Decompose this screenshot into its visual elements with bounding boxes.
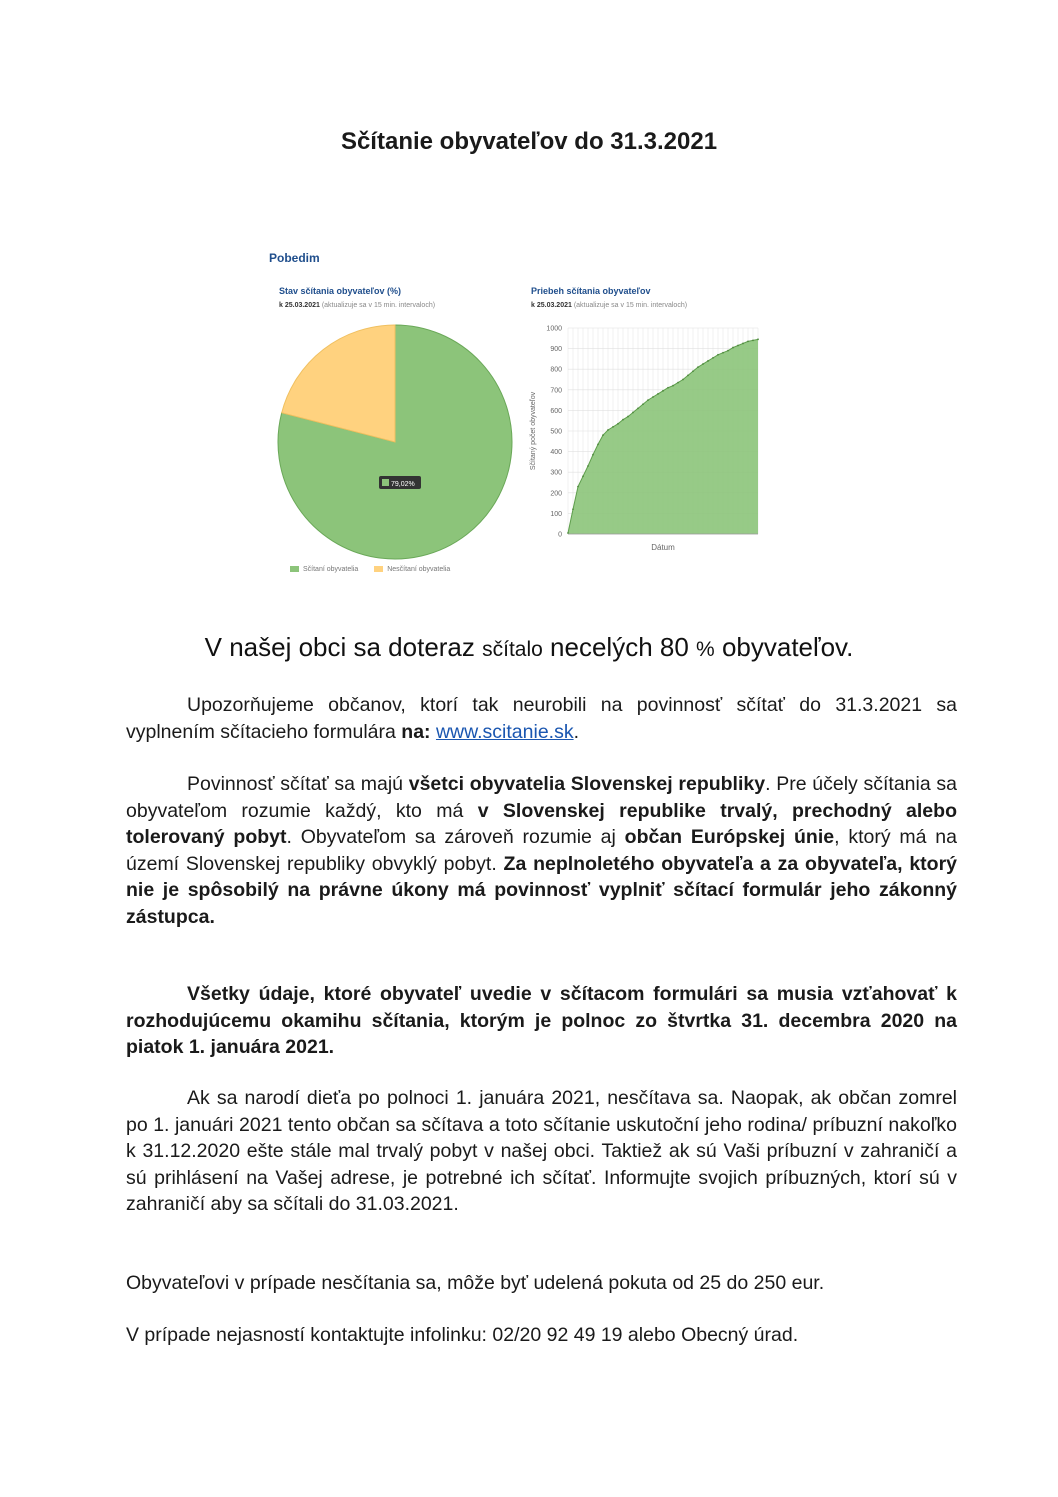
data-point (577, 486, 579, 488)
data-point (732, 347, 734, 349)
pie-chart (275, 322, 515, 562)
data-point (587, 465, 589, 467)
y-axis-label: Sčítaný počet obyvateľov (530, 391, 537, 471)
data-point (682, 379, 684, 381)
data-point (707, 360, 709, 362)
data-point (657, 393, 659, 395)
headline-part5: obyvateľov. (714, 632, 854, 662)
data-point (597, 443, 599, 445)
data-point (742, 343, 744, 345)
y-tick-label: 200 (550, 490, 562, 498)
data-point (752, 339, 754, 341)
line-date (531, 302, 687, 309)
data-point (607, 429, 609, 431)
pie-data-label: 79,02% (391, 481, 415, 488)
data-point (617, 423, 619, 425)
census-figure (260, 242, 800, 587)
y-tick-label: 700 (550, 387, 562, 395)
headline-part2: sčítalo (482, 638, 543, 661)
figure-place-name: Pobedim (269, 251, 320, 265)
data-point (712, 357, 714, 359)
paragraph-2-bold-1: všetci obyvatelia Slovenskej republiky (408, 773, 766, 795)
data-point (727, 350, 729, 352)
paragraph-1-bold: na: (401, 720, 436, 743)
paragraph-4-text: Ak sa narodí dieťa po polnoci 1. januára 2021, nesčítava sa. Naopak, ak občan zomrel po 1. januári 2021 tento občan sa sčítava a toto sčítanie uskutoční jeho rodina/ príbuzní nakoľko k 31.12.2020 ešte stále mal trvalý pobyt v našej obci. Taktiež ak sú Vaši príbuzní v zahraničí a sú prihlásení na Vašej adrese, je potrebné ich sčítať. Informujte svojich príbuzných, ktorí sú v zahraničí aby sa sčítali do 31.03.2021. (126, 1087, 957, 1215)
y-tick-label: 500 (550, 428, 562, 436)
paragraph-5: Obyvateľovi v prípade nesčítania sa, môže byť udelená pokuta od 25 do 250 eur. (126, 1272, 825, 1294)
y-tick-label: 400 (550, 449, 562, 457)
paragraph-3 (126, 981, 957, 1061)
data-point (677, 382, 679, 384)
data-point (602, 434, 604, 436)
paragraph-2-text-3: . Obyvateľom sa zároveň rozumie aj (286, 826, 625, 848)
data-point (757, 338, 759, 340)
data-point (567, 532, 569, 534)
y-tick-label: 800 (550, 366, 562, 374)
paragraph-4 (126, 1085, 957, 1218)
pie-title: Stav sčítania obyvateľov (%) (279, 286, 402, 296)
document-title: Sčítanie obyvateľov do 31.3.2021 (340, 128, 718, 155)
paragraph-2-text-1: Povinnosť sčítať sa majú (187, 773, 409, 795)
legend-item-uncounted (374, 566, 450, 573)
legend-item-counted (290, 566, 358, 573)
data-point (672, 385, 674, 387)
data-point (722, 352, 724, 354)
y-tick-label: 1000 (546, 325, 562, 333)
legend-swatch-uncounted (374, 566, 383, 572)
data-point (642, 403, 644, 405)
data-point (692, 370, 694, 372)
data-point (582, 475, 584, 477)
data-point (647, 399, 649, 401)
data-point (697, 366, 699, 368)
paragraph-2-bold-2: v Slovenskej republike trvalý, prechodný alebo tolerovaný pobyt (126, 799, 957, 848)
y-tick-label: 300 (550, 469, 562, 477)
y-tick-label: 100 (550, 510, 562, 518)
paragraph-1 (126, 692, 957, 745)
line-title: Priebeh sčítania obyvateľov (531, 286, 651, 296)
paragraph-1-text: Upozorňujeme občanov, ktorí tak neurobili na povinnosť sčítať do 31.3.2021 sa vyplnením sčítacieho formulára (126, 694, 957, 743)
headline (0, 632, 1058, 663)
data-point (622, 419, 624, 421)
pie-date-value: k 25.03.2021 (279, 302, 320, 309)
area-chart (525, 320, 785, 556)
paragraph-2 (126, 771, 957, 930)
data-point (637, 407, 639, 409)
y-tick-label: 0 (558, 531, 562, 539)
scitanie-link[interactable]: www.scitanie.sk (435, 720, 574, 743)
data-point (572, 508, 574, 510)
data-point (592, 454, 594, 456)
pie-label-swatch (382, 479, 389, 486)
x-axis-label: Dátum (651, 543, 675, 552)
paragraph-2-bold-3: občan Európskej únie (624, 826, 835, 848)
pie-date (279, 302, 435, 309)
headline-part4: % (696, 638, 715, 661)
paragraph-3-bold: Všetky údaje, ktoré obyvateľ uvedie v sčítacom formulári sa musia vzťahovať k rozhodujúcemu okamihu sčítania, ktorým je polnoc zo štvrtka 31. decembra 2020 na piatok 1. januára 2021. (126, 983, 957, 1058)
paragraph-1-end: . (573, 720, 580, 743)
legend-label-uncounted: Nesčítaní obyvatelia (387, 566, 451, 573)
data-point (632, 412, 634, 414)
headline-part1: V našej obci sa doteraz (204, 632, 483, 662)
data-point (627, 416, 629, 418)
headline-part3: necelých 80 (542, 632, 697, 662)
data-point (737, 345, 739, 347)
paragraph-2-text-4: , ktorý má na území Slovenskej republiky obvyklý pobyt. (126, 826, 957, 875)
line-date-note: (aktualizuje sa v 15 min. intervaloch) (571, 302, 688, 309)
paragraph-6: V prípade nejasností kontaktujte infolinku: 02/20 92 49 19 alebo Obecný úrad. (126, 1324, 799, 1346)
data-point (652, 396, 654, 398)
pie-date-note: (aktualizuje sa v 15 min. intervaloch) (319, 302, 436, 309)
y-tick-label: 600 (550, 407, 562, 415)
legend-swatch-counted (290, 566, 299, 572)
data-point (747, 340, 749, 342)
data-point (612, 426, 614, 428)
data-point (667, 387, 669, 389)
legend-label-counted: Sčítaní obyvatelia (303, 566, 359, 573)
y-tick-label: 900 (550, 346, 562, 354)
line-date-value: k 25.03.2021 (531, 302, 572, 309)
data-point (717, 354, 719, 356)
paragraph-2-bold-4: Za neplnoletého obyvateľa a za obyvateľa, ktorý nie je spôsobilý na právne úkony má povinnosť vyplniť sčítací formulár jeho zákonný zástupca. (126, 852, 957, 928)
data-point (687, 374, 689, 376)
data-point (702, 363, 704, 365)
pie-legend (290, 566, 464, 573)
data-point (662, 390, 664, 392)
paragraph-2-text-2: . Pre účely sčítania sa obyvateľom rozumie každý, kto má (126, 773, 957, 822)
